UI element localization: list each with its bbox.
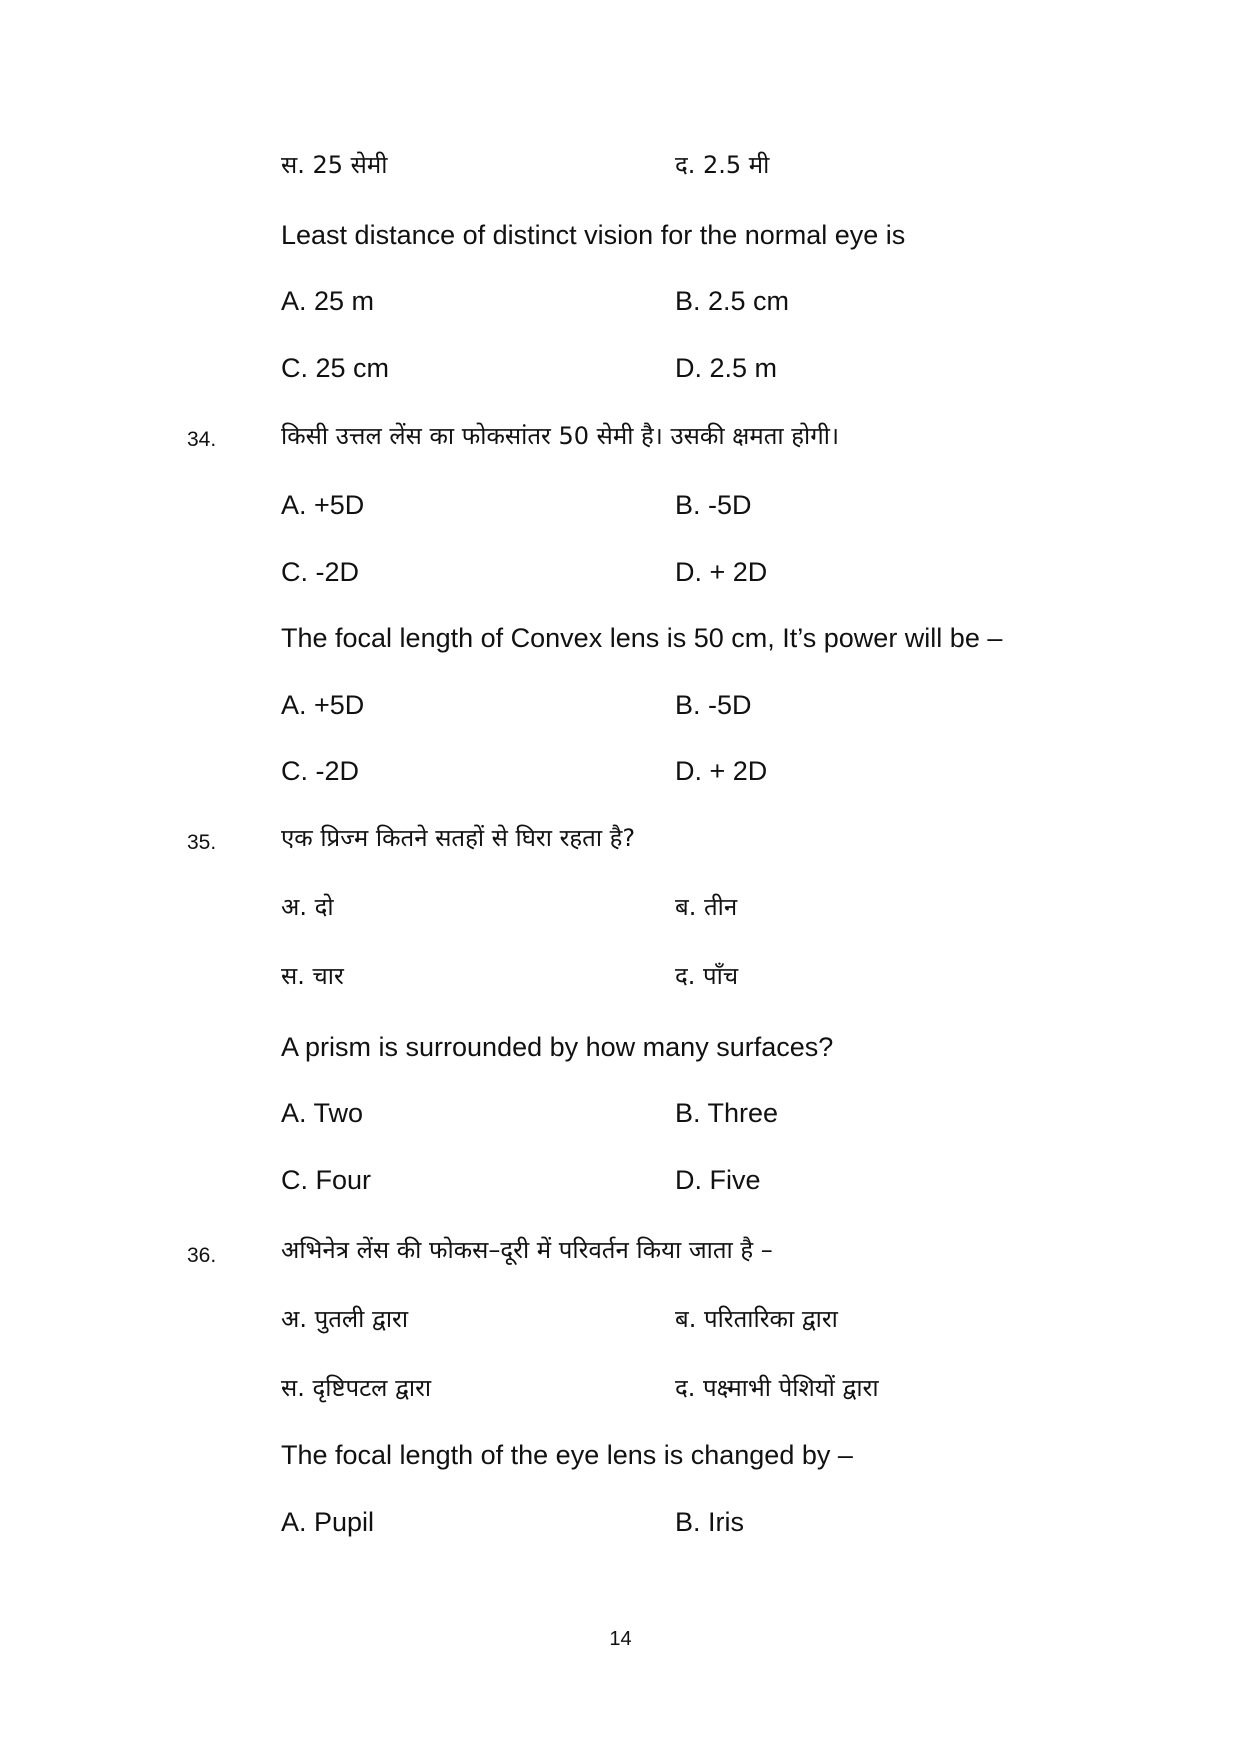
option-b-english: B. Iris <box>675 1507 745 1537</box>
option-a-hindi-block: A. +5D <box>281 490 365 520</box>
option-d-english: D. 2.5 m <box>675 353 778 383</box>
option-a-hindi: अ. दो <box>281 893 334 921</box>
option-b-english: B. -5D <box>675 690 752 720</box>
question-stem-hindi: अभिनेत्र लेंस की फोकस–दूरी में परिवर्तन किया जाता है – <box>281 1236 773 1264</box>
option-c-hindi: स. 25 सेमी <box>281 151 388 179</box>
option-a-english: A. 25 m <box>281 286 375 316</box>
option-a-english: A. Two <box>281 1098 364 1128</box>
question-stem-english: Least distance of distinct vision for the normal eye is <box>281 220 906 250</box>
question-stem-english: A prism is surrounded by how many surfaces? <box>281 1032 834 1062</box>
option-d-hindi: द. 2.5 मी <box>675 151 770 179</box>
question-number: 36. <box>187 1244 217 1267</box>
option-c-english: C. 25 cm <box>281 353 390 383</box>
option-c-english: C. -2D <box>281 756 360 786</box>
option-d-hindi: द. पाँच <box>675 962 739 990</box>
option-b-hindi: ब. तीन <box>675 893 738 921</box>
option-d-english: D. + 2D <box>675 756 768 786</box>
page-number: 14 <box>609 1628 632 1650</box>
option-c-hindi: स. दृष्टिपटल द्वारा <box>281 1374 432 1402</box>
option-b-english: B. Three <box>675 1098 779 1128</box>
option-b-hindi: ब. परितारिका द्वारा <box>675 1305 838 1333</box>
option-a-english: A. +5D <box>281 690 365 720</box>
question-stem-english: The focal length of Convex lens is 50 cm, It’s power will be – <box>281 623 1003 653</box>
option-c-hindi: स. चार <box>281 962 344 990</box>
option-b-hindi-block: B. -5D <box>675 490 752 520</box>
option-d-hindi: द. पक्ष्माभी पेशियों द्वारा <box>675 1374 879 1402</box>
option-c-english: C. Four <box>281 1165 372 1195</box>
question-number: 34. <box>187 428 217 451</box>
question-stem-hindi: एक प्रिज्म कितने सतहों से घिरा रहता है? <box>281 824 636 852</box>
option-d-english: D. Five <box>675 1165 761 1195</box>
option-d-hindi-block: D. + 2D <box>675 557 768 587</box>
option-a-english: A. Pupil <box>281 1507 375 1537</box>
question-stem-hindi: किसी उत्तल लेंस का फोकसांतर 50 सेमी है। उसकी क्षमता होगी। <box>281 422 840 450</box>
option-a-hindi: अ. पुतली द्वारा <box>281 1305 409 1333</box>
option-c-hindi-block: C. -2D <box>281 557 360 587</box>
question-stem-english: The focal length of the eye lens is changed by – <box>281 1440 853 1470</box>
option-b-english: B. 2.5 cm <box>675 286 790 316</box>
question-number: 35. <box>187 831 217 854</box>
